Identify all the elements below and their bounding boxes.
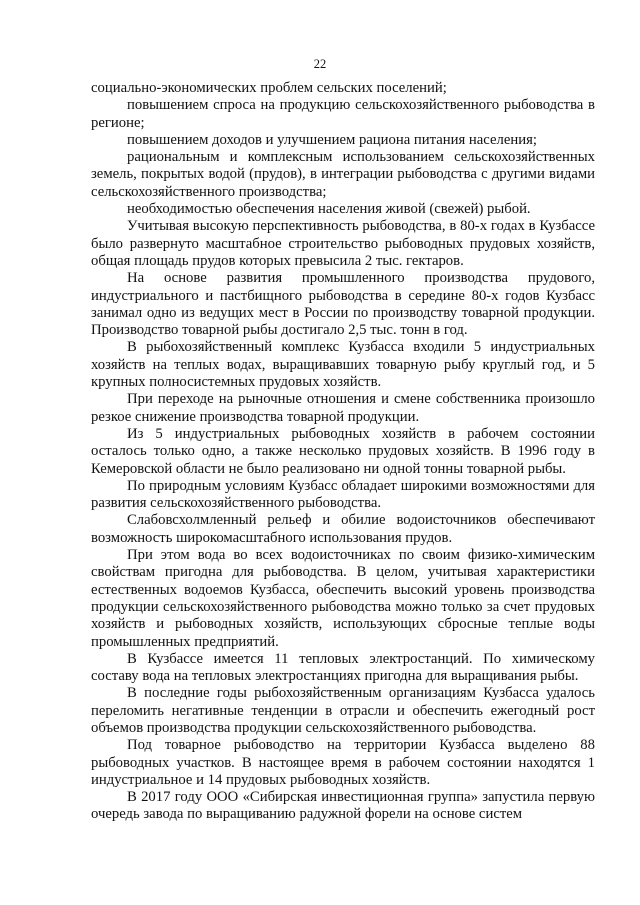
paragraph: По природным условиям Кузбасс обладает широкими возможностями для развития сельскохозяйственного рыбоводства. [91, 477, 595, 512]
paragraph: Учитывая высокую перспективность рыбоводства, в 80-х годах в Кузбассе было развернуто масштабное строительство рыбоводных прудовых хозяйств, общая площадь прудов которых превысила 2 тыс. гектаров. [91, 218, 595, 269]
paragraph: В Кузбассе имеется 11 тепловых электростанций. По химическому составу вода на тепловых электростанциях пригодна для выращивания рыбы. [91, 650, 595, 685]
page-number: 22 [313, 57, 327, 71]
paragraph: Слабовсхолмленный рельеф и обилие водоисточников обеспечивают возможность широкомасштабного использования прудов. [91, 512, 595, 546]
paragraph: рациональным и комплексным использованием сельскохозяйственных земель, покрытых водой (прудов), в интеграции рыбоводства с другими видами сельскохозяйственного производства; [91, 149, 595, 200]
paragraph: Из 5 индустриальных рыбоводных хозяйств в рабочем состоянии осталось только одно, а также несколько прудовых хозяйств. В 1996 году в Кемеровской области не было реализовано ни одной тонны товарной рыбы. [91, 425, 595, 477]
paragraph: При переходе на рыночные отношения и смене собственника произошло резкое снижение производства товарной продукции. [91, 391, 595, 425]
paragraph: В 2017 году ООО «Сибирская инвестиционная группа» запустила первую очередь завода по выращиванию радужной форели на основе систем [91, 789, 595, 823]
paragraph: необходимостью обеспечения населения живой (свежей) рыбой. [127, 201, 531, 218]
paragraph: Под товарное рыбоводство на территории Кузбасса выделено 88 рыбоводных участков. В настоящее время в рабочем состоянии находятся 1 индустриальное и 14 прудовых рыбоводных хозяйств. [91, 737, 595, 788]
paragraph: социально-экономических проблем сельских поселений; [91, 80, 447, 96]
paragraph: повышением спроса на продукцию сельскохозяйственного рыбоводства в регионе; [91, 97, 595, 131]
paragraph: На основе развития промышленного производства прудового, индустриального и пастбищного рыбоводства в середине 80-х годов Кузбасс занимал одно из ведущих мест в России по производству товарной продукции. Производство товарной рыбы достигало 2,5 тыс. тонн в год. [91, 270, 595, 339]
document-body [91, 80, 595, 824]
paragraph: повышением доходов и улучшением рациона питания населения; [127, 131, 537, 148]
paragraph: В последние годы рыбохозяйственным организациям Кузбасса удалось переломить негативные тенденции в отрасли и обеспечить ежегодный рост объемов производства продукции сельскохозяйственного рыбоводства. [91, 685, 595, 736]
paragraph: В рыбохозяйственный комплекс Кузбасса входили 5 индустриальных хозяйств на теплых водах, выращивавших товарную рыбу круглый год, и 5 крупных полносистемных прудовых хозяйств. [91, 339, 595, 391]
paragraph: При этом вода во всех водоисточниках по своим физико-химическим свойствам пригодна для рыбоводства. В целом, учитывая характеристики естественных водоемов Кузбасса, обеспечить высокий уровень производства продукции сельскохозяйственного рыбоводства можно только за счет прудовых хозяйств и рыбоводных хозяйств, использующих сбросные теплые воды промышленных предприятий. [91, 547, 595, 650]
